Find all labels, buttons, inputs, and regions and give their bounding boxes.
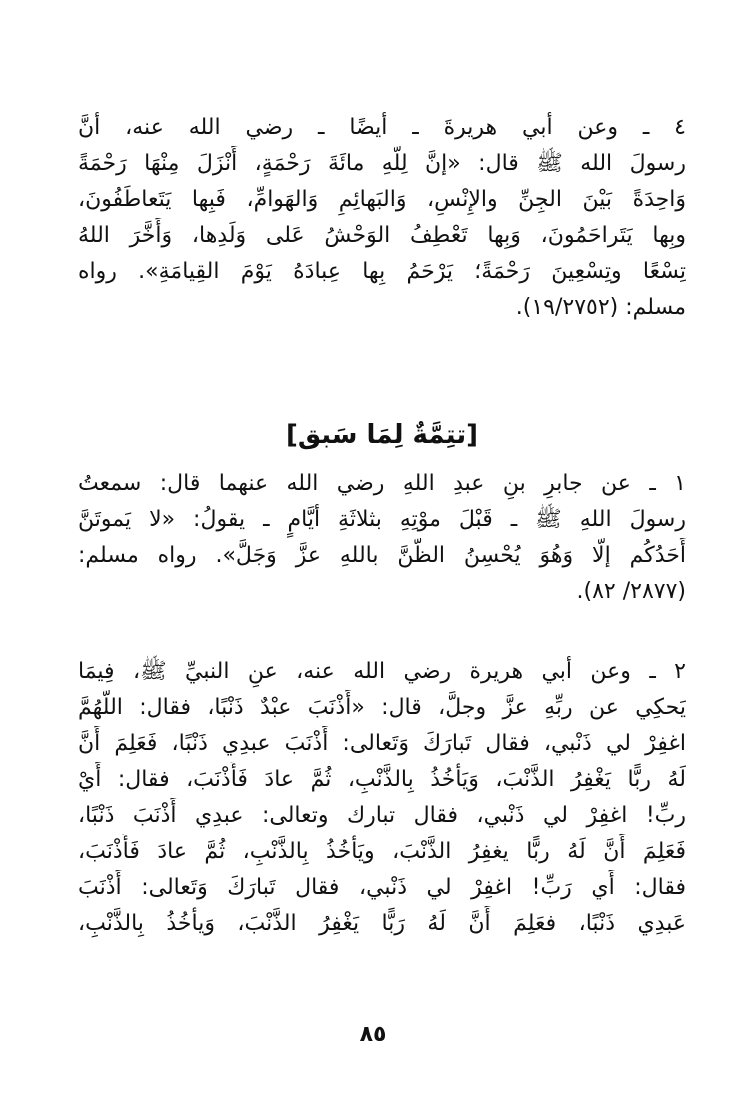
text-line: تِسْعًا وتِسْعِينَ رَحْمَةً؛ يَرْحَمُ بِها عِبادَهُ يَوْمَ القِيامَةِ». رواه <box>78 259 686 284</box>
text-line: ٤ ـ وعن أبي هريرةَ ـ أيضًا ـ رضي الله عنه، أنَّ <box>78 115 686 140</box>
text-line: يَحكِي عن ربِّهِ عزَّ وجلَّ، قال: «أَذْنَبَ عبْدٌ ذَنْبًا، فقال: اللَّهُمَّ <box>78 695 686 720</box>
hadith-1-paragraph <box>78 466 686 610</box>
text-line: أَحَدُكُم إلَّا وَهُوَ يُحْسِنُ الظَّنَّ باللهِ عزَّ وَجَلَّ». رواه مسلم: <box>78 543 686 568</box>
text-line: وَاحِدَةً بَيْنَ الجِنِّ والإِنْسِ، وَالبَهائِمِ وَالهَوامِّ، فَبِها يَتَعاطَفُونَ، <box>78 187 686 212</box>
text-line: اغفِرْ لي ذَنْبي، فقال تَبارَكَ وَتَعالى: أَذْنَبَ عبدِي ذَنْبًا، فَعَلِمَ أَنَّ <box>78 731 686 756</box>
text-line: لَهُ ربًّا يَغْفِرُ الذَّنْبَ، وَيَأْخُذُ بِالذَّنْبِ، ثُمَّ عادَ فَأَذْنَبَ، فقال: أَيْ <box>78 767 686 792</box>
text-line: وبِها يَتَراحَمُونَ، وَبِها تَعْطِفُ الوَحْشُ عَلى وَلَدِها، وَأَخَّرَ اللهُ <box>78 223 686 248</box>
section-heading: [تتِمَّةٌ لِمَا سَبق] <box>285 420 479 450</box>
text-line: فَعَلِمَ أَنَّ لَهُ ربًّا يغفِرُ الذَّنْبَ، ويَأْخُذُ بِالذَّنْبِ، ثُمَّ عادَ فَأَذْنَبَ، <box>78 839 686 864</box>
text-line: (٢٨٧٧/ ٨٢). <box>576 579 686 604</box>
text-line: فقال: أَي رَبِّ! اغفِرْ لي ذَنْبي، فقال تَبارَكَ وَتَعالى: أَذْنَبَ <box>78 875 686 900</box>
text-line: رسولَ الله ﷺ قال: «إنَّ لِلَّهِ مائَةَ رَحْمَةٍ، أَنْزَلَ مِنْهَا رَحْمَةً <box>78 151 686 176</box>
text-line: رسولَ اللهِ ﷺ ـ قَبْلَ موْتِهِ بثلاثَةِ أيَّامٍ ـ يقولُ: «لا يَموتَنَّ <box>78 507 686 532</box>
text-line: عَبدِي ذَنْبًا، فعَلِمَ أَنَّ لَهُ رَبًّا يَغْفِرُ الذَّنْبَ، وَيأْخُذُ بِالذَّنْبِ، <box>78 911 686 936</box>
text-line: ٢ ـ وعن أبي هريرة رضي الله عنه، عنِ النبيِّ ﷺ، فِيمَا <box>78 659 686 684</box>
hadith-4-paragraph <box>78 110 686 326</box>
page-number: ٨٥ <box>359 1022 387 1047</box>
text-line: ربِّ! اغفِرْ لي ذَنْبي، فقال تبارك وتعالى: عبدِي أَذْنَبَ ذَنْبًا، <box>78 803 686 828</box>
hadith-2-paragraph <box>78 654 686 942</box>
text-line: ١ ـ عن جابرِ بنِ عبدِ اللهِ رضي الله عنهما قال: سمعتُ <box>78 471 686 496</box>
text-line: مسلم: (١٩/٢٧٥٢). <box>515 295 686 320</box>
